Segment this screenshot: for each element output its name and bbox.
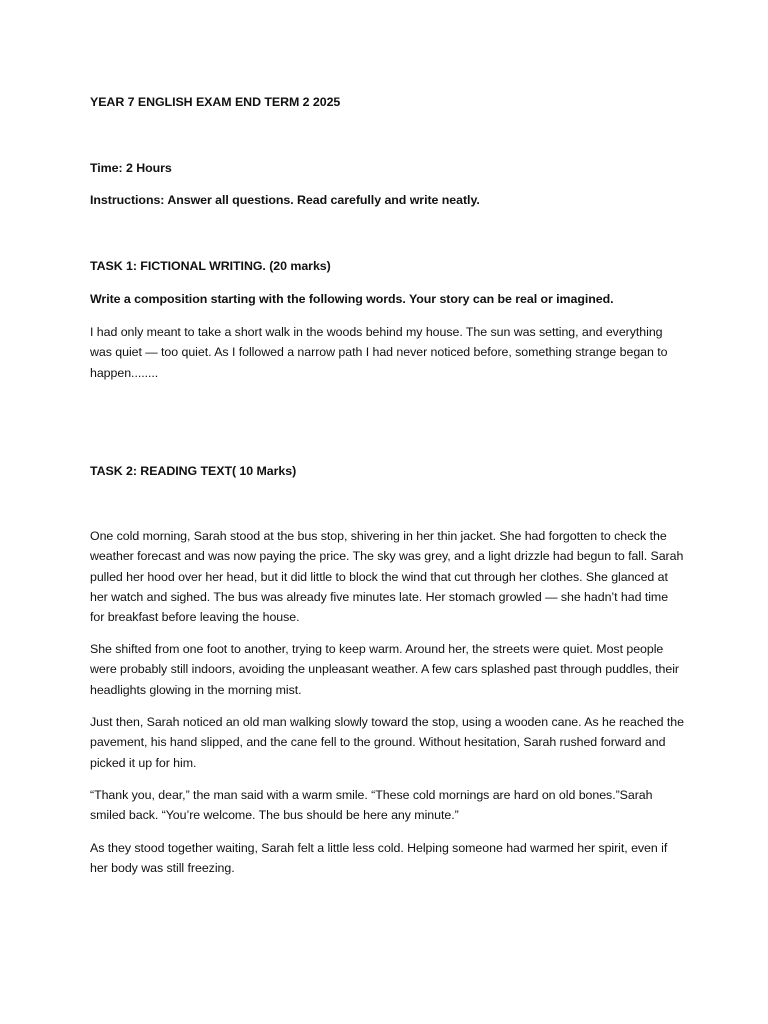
exam-title: YEAR 7 ENGLISH EXAM END TERM 2 2025: [90, 95, 341, 109]
reading-paragraph-5: As they stood together waiting, Sarah felt a little less cold. Helping someone had warmed her spirit, even if her body was still freezing.: [90, 841, 668, 876]
reading-paragraph-3: Just then, Sarah noticed an old man walking slowly toward the stop, using a wooden cane. As he reached the pavement, his hand slipped, and the cane fell to the ground. Without hesitation, Sarah rushed forward and picked it up for him.: [90, 715, 684, 770]
exam-instructions: Instructions: Answer all questions. Read carefully and write neatly.: [90, 193, 480, 207]
task1-opening-text: I had only meant to take a short walk in the woods behind my house. The sun was setting, and everything was quiet — too quiet. As I followed a narrow path I had never noticed before, something strange began to happen........: [90, 325, 668, 380]
task1-heading: TASK 1: FICTIONAL WRITING. (20 marks): [90, 259, 331, 273]
task2-heading: TASK 2: READING TEXT( 10 Marks): [90, 464, 297, 478]
reading-paragraph-4: “Thank you, dear,” the man said with a warm smile. “These cold mornings are hard on old bones.”Sarah smiled back. “You’re welcome. The bus should be here any minute.”: [90, 788, 653, 823]
task1-prompt: Write a composition starting with the following words. Your story can be real or imagined.: [90, 292, 614, 306]
reading-paragraph-2: She shifted from one foot to another, trying to keep warm. Around her, the streets were quiet. Most people were probably still indoors, avoiding the unpleasant weather. A few cars splashed past through puddles, their headlights glowing in the morning mist.: [90, 642, 679, 697]
exam-time: Time: 2 Hours: [90, 161, 172, 175]
reading-paragraph-1: One cold morning, Sarah stood at the bus stop, shivering in her thin jacket. She had forgotten to check the weather forecast and was now paying the price. The sky was grey, and a light drizzle had begun to fall. Sarah pulled her hood over her head, but it did little to block the wind that cut through her clothes. She glanced at her watch and sighed. The bus was already five minutes late. Her stomach growled — she hadn’t had time for breakfast before leaving the house.: [90, 529, 684, 625]
